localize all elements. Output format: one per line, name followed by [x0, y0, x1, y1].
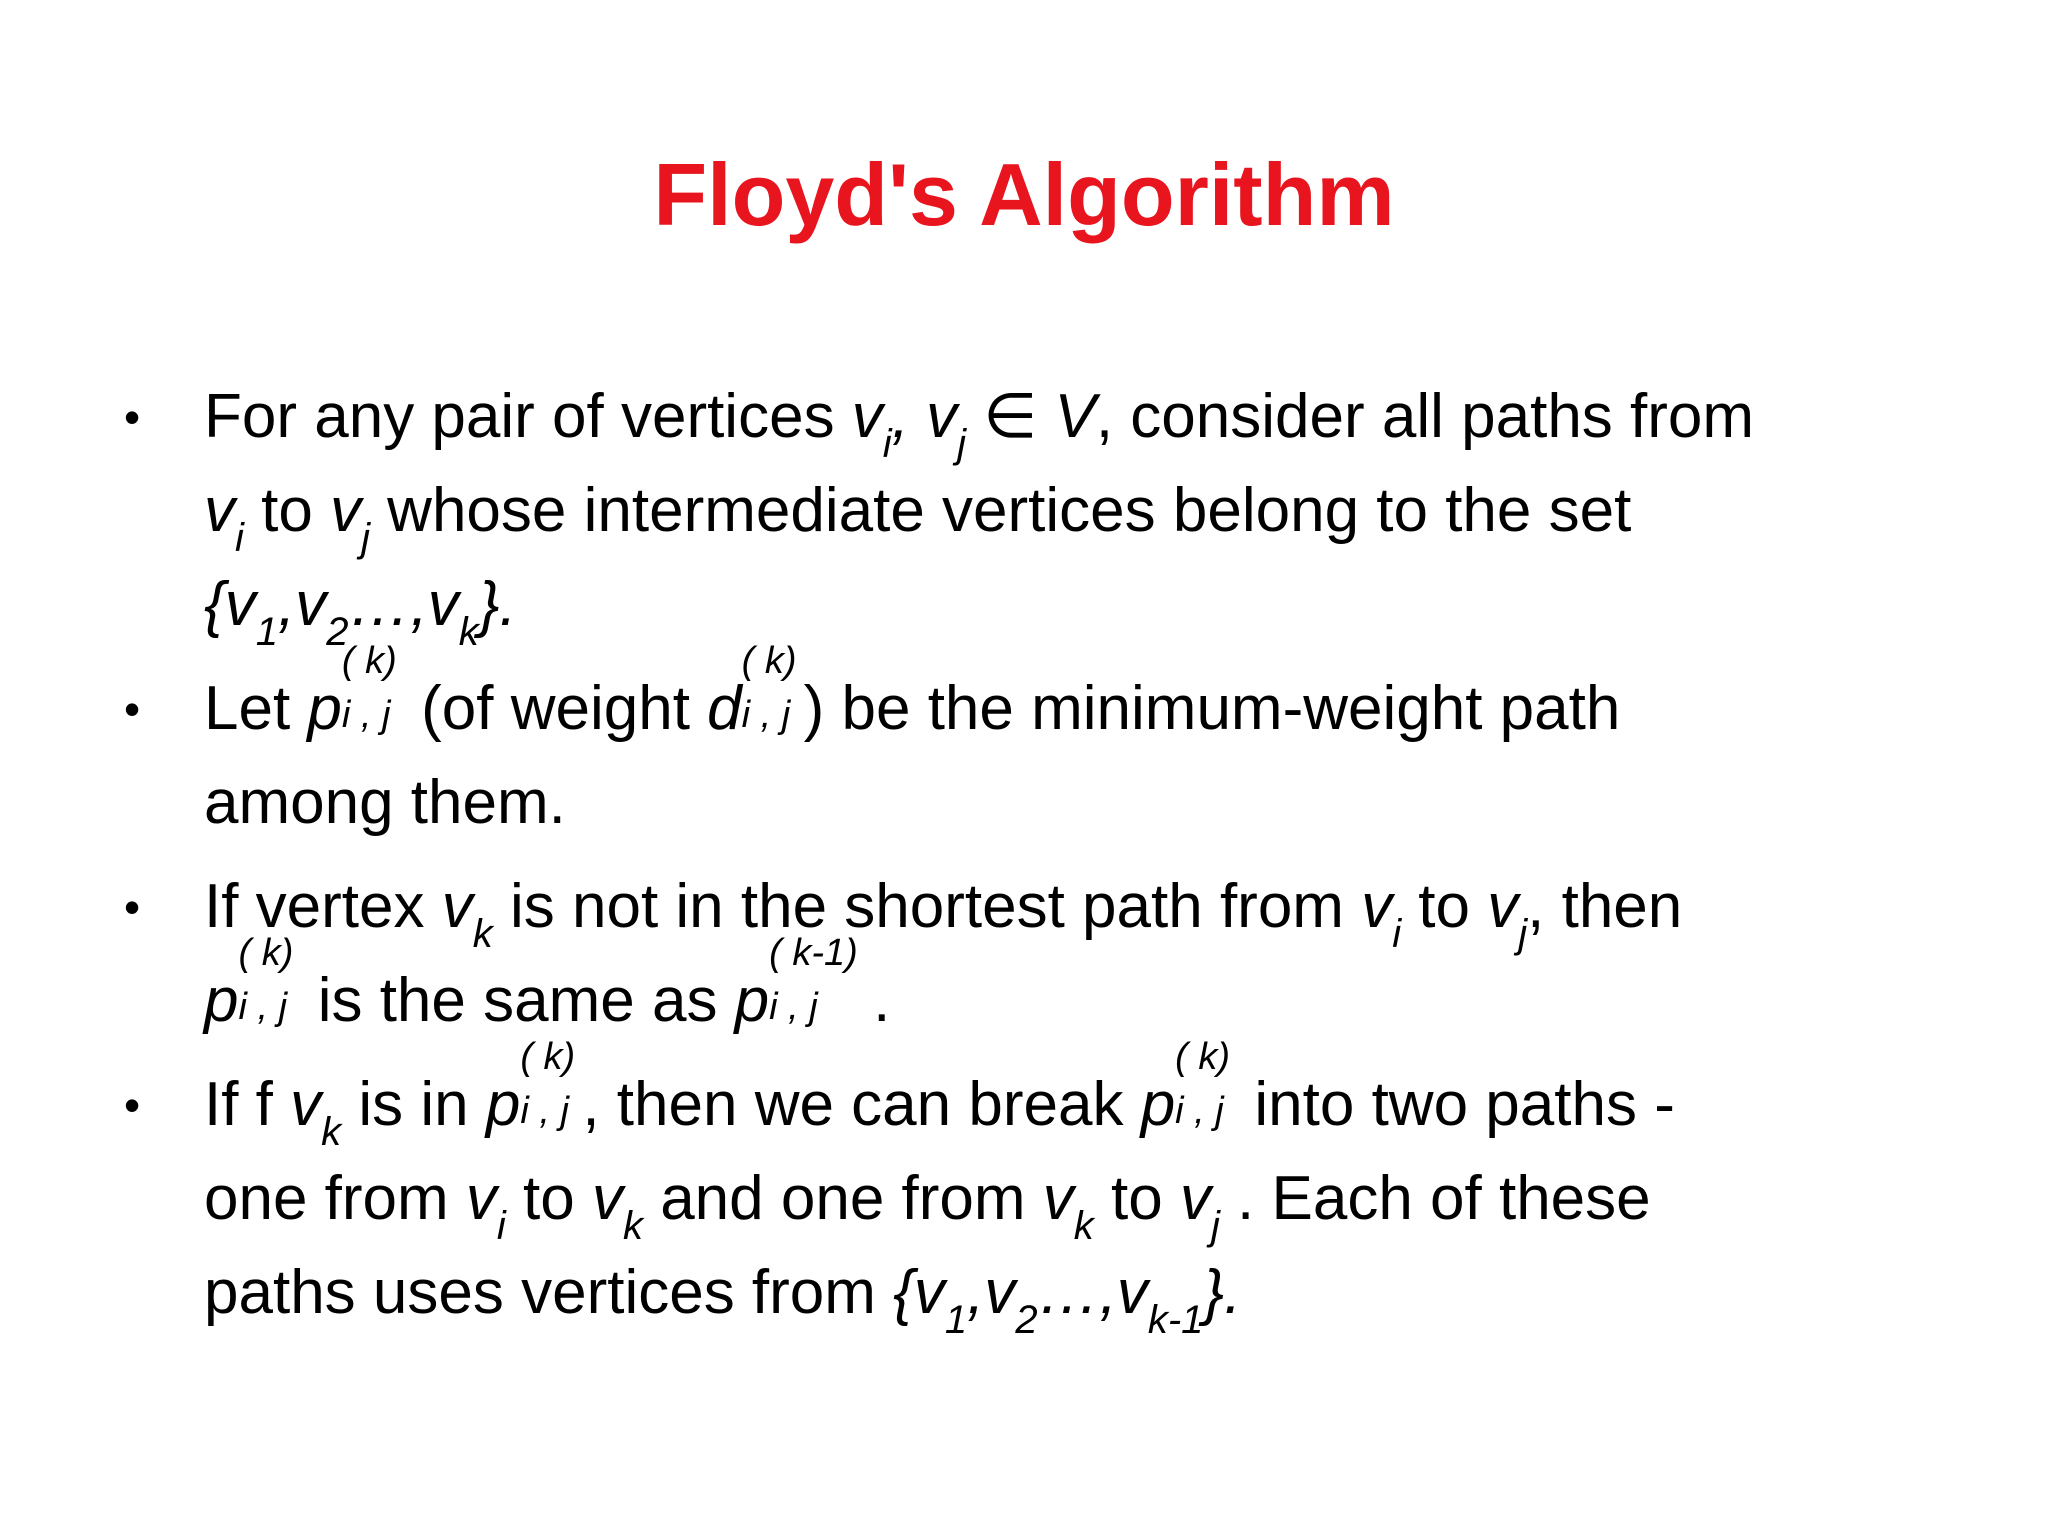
math-superscript: ( k) [520, 1036, 576, 1078]
math-variable: p [1140, 1070, 1176, 1139]
math-subscript: k [1073, 1204, 1094, 1248]
math-superscript: ( k) [1175, 1036, 1231, 1078]
text-run: , then we can break [582, 1070, 1141, 1139]
text-run: into two paths - [1237, 1070, 1675, 1139]
bullet-line [204, 464, 1978, 558]
math-variable: v [926, 382, 958, 451]
bullet-dot: • [124, 683, 141, 735]
bullet-line [204, 370, 1978, 464]
math-variable: v [591, 1164, 623, 1233]
bullet-line [204, 558, 1978, 652]
math-supsub [238, 932, 300, 1028]
text-run: }. [1203, 1258, 1242, 1327]
math-subscript: j [1518, 912, 1528, 956]
math-variable: v [427, 570, 459, 639]
math-supsub [741, 640, 804, 736]
math-variable: v [1487, 872, 1519, 941]
text-run: . [873, 966, 891, 1035]
math-brace: { [893, 1258, 914, 1327]
math-subscript: i [1392, 912, 1402, 956]
text-run: ) be the minimum-weight path [803, 674, 1621, 743]
bullet-dot: • [124, 1079, 141, 1131]
math-subscript: i , j [238, 986, 288, 1028]
math-subscript: k [622, 1204, 643, 1248]
math-variable: v [465, 1164, 497, 1233]
math-variable: p [485, 1070, 521, 1139]
text-run: to [505, 1164, 592, 1233]
math-subscript: 1 [944, 1298, 968, 1342]
math-variable: v [441, 872, 473, 941]
math-subscript: k [472, 912, 493, 956]
text-run: , then [1527, 872, 1683, 941]
bullet-list [118, 370, 1978, 1340]
text-run: is in [341, 1070, 486, 1139]
math-variable: v [1042, 1164, 1074, 1233]
math-variable: v [290, 1070, 322, 1139]
math-superscript: ( k) [341, 640, 397, 682]
math-supsub [520, 1036, 582, 1132]
math-supsub [341, 640, 404, 736]
text-run: For any pair of vertices [204, 382, 852, 451]
math-text: , [967, 1258, 985, 1327]
math-subscript: k-1 [1147, 1298, 1204, 1342]
bullet-line [204, 1036, 1978, 1154]
text-run: to [1401, 872, 1488, 941]
bullet-line [204, 756, 1978, 850]
math-text: , [891, 382, 927, 451]
math-variable: p [204, 966, 239, 1035]
math-variable: p [307, 674, 342, 743]
text-run: If vertex [204, 872, 442, 941]
text-run: (of weight [403, 674, 708, 743]
math-subscript: j [361, 516, 370, 560]
text-run: whose intermediate vertices belong to the set [369, 476, 1632, 545]
math-subscript: i [882, 422, 892, 466]
bullet-line [204, 1152, 1978, 1246]
math-operator: ∈ [966, 382, 1055, 451]
bullet-line [204, 932, 1978, 1048]
math-subscript: i , j [1175, 1090, 1224, 1132]
math-subscript: i , j [741, 694, 791, 736]
math-subscript: i , j [769, 986, 818, 1028]
math-subscript: i , j [341, 694, 391, 736]
text-run: }. [478, 570, 517, 639]
bullet-line [204, 1246, 1978, 1340]
text-run: one from [204, 1164, 466, 1233]
text-run: . Each of these [1219, 1164, 1651, 1233]
math-text: …, [1037, 1258, 1117, 1327]
text-run: Let [204, 674, 308, 743]
math-text: …, [348, 570, 428, 639]
math-variable: d [707, 674, 742, 743]
text-run: and one from [642, 1164, 1043, 1233]
math-variable: v [984, 1258, 1016, 1327]
math-superscript: ( k) [741, 640, 797, 682]
text-run: If f [204, 1070, 291, 1139]
math-variable: v [851, 382, 883, 451]
math-variable: v [295, 570, 327, 639]
math-variable: v [330, 476, 362, 545]
text-run: is the same as [300, 966, 735, 1035]
text-run: to [243, 476, 331, 545]
bullet-line [204, 640, 1978, 756]
math-subscript: 2 [326, 610, 349, 654]
bullet-item-3 [118, 860, 1978, 1048]
math-subscript: i [235, 516, 244, 560]
math-subscript: k [321, 1110, 342, 1154]
math-subscript: k [458, 610, 479, 654]
bullet-item-1 [118, 370, 1978, 652]
bullet-dot: • [124, 881, 141, 933]
math-superscript: ( k-1) [769, 932, 858, 974]
math-subscript: j [1210, 1204, 1220, 1248]
math-variable: v [1361, 872, 1393, 941]
math-superscript: ( k) [238, 932, 294, 974]
text-run: paths uses vertices from [204, 1258, 894, 1327]
bullet-line [204, 860, 1978, 954]
text-run: to [1093, 1164, 1180, 1233]
math-subscript: i , j [520, 1090, 569, 1132]
bullet-item-4 [118, 1036, 1978, 1342]
math-variable: v [913, 1258, 945, 1327]
bullet-item-2 [118, 640, 1978, 850]
math-subscript: 1 [255, 610, 278, 654]
math-brace: { [204, 570, 225, 639]
text-run: , consider all paths from [1095, 382, 1755, 451]
math-variable: V [1054, 382, 1096, 451]
text-run: is not in the shortest path from [492, 872, 1362, 941]
math-variable: v [204, 476, 235, 545]
slide-title: Floyd's Algorithm [653, 145, 1395, 244]
text-run: among them. [204, 768, 566, 837]
math-variable: v [224, 570, 256, 639]
math-supsub [1175, 1036, 1237, 1132]
math-subscript: i [496, 1204, 506, 1248]
math-supsub [769, 932, 873, 1028]
math-subscript: 2 [1015, 1298, 1038, 1342]
math-subscript: j [957, 422, 967, 466]
math-variable: p [734, 966, 770, 1035]
math-variable: v [1116, 1258, 1148, 1327]
math-variable: v [1179, 1164, 1211, 1233]
bullet-dot: • [124, 391, 141, 443]
math-text: , [277, 570, 296, 639]
